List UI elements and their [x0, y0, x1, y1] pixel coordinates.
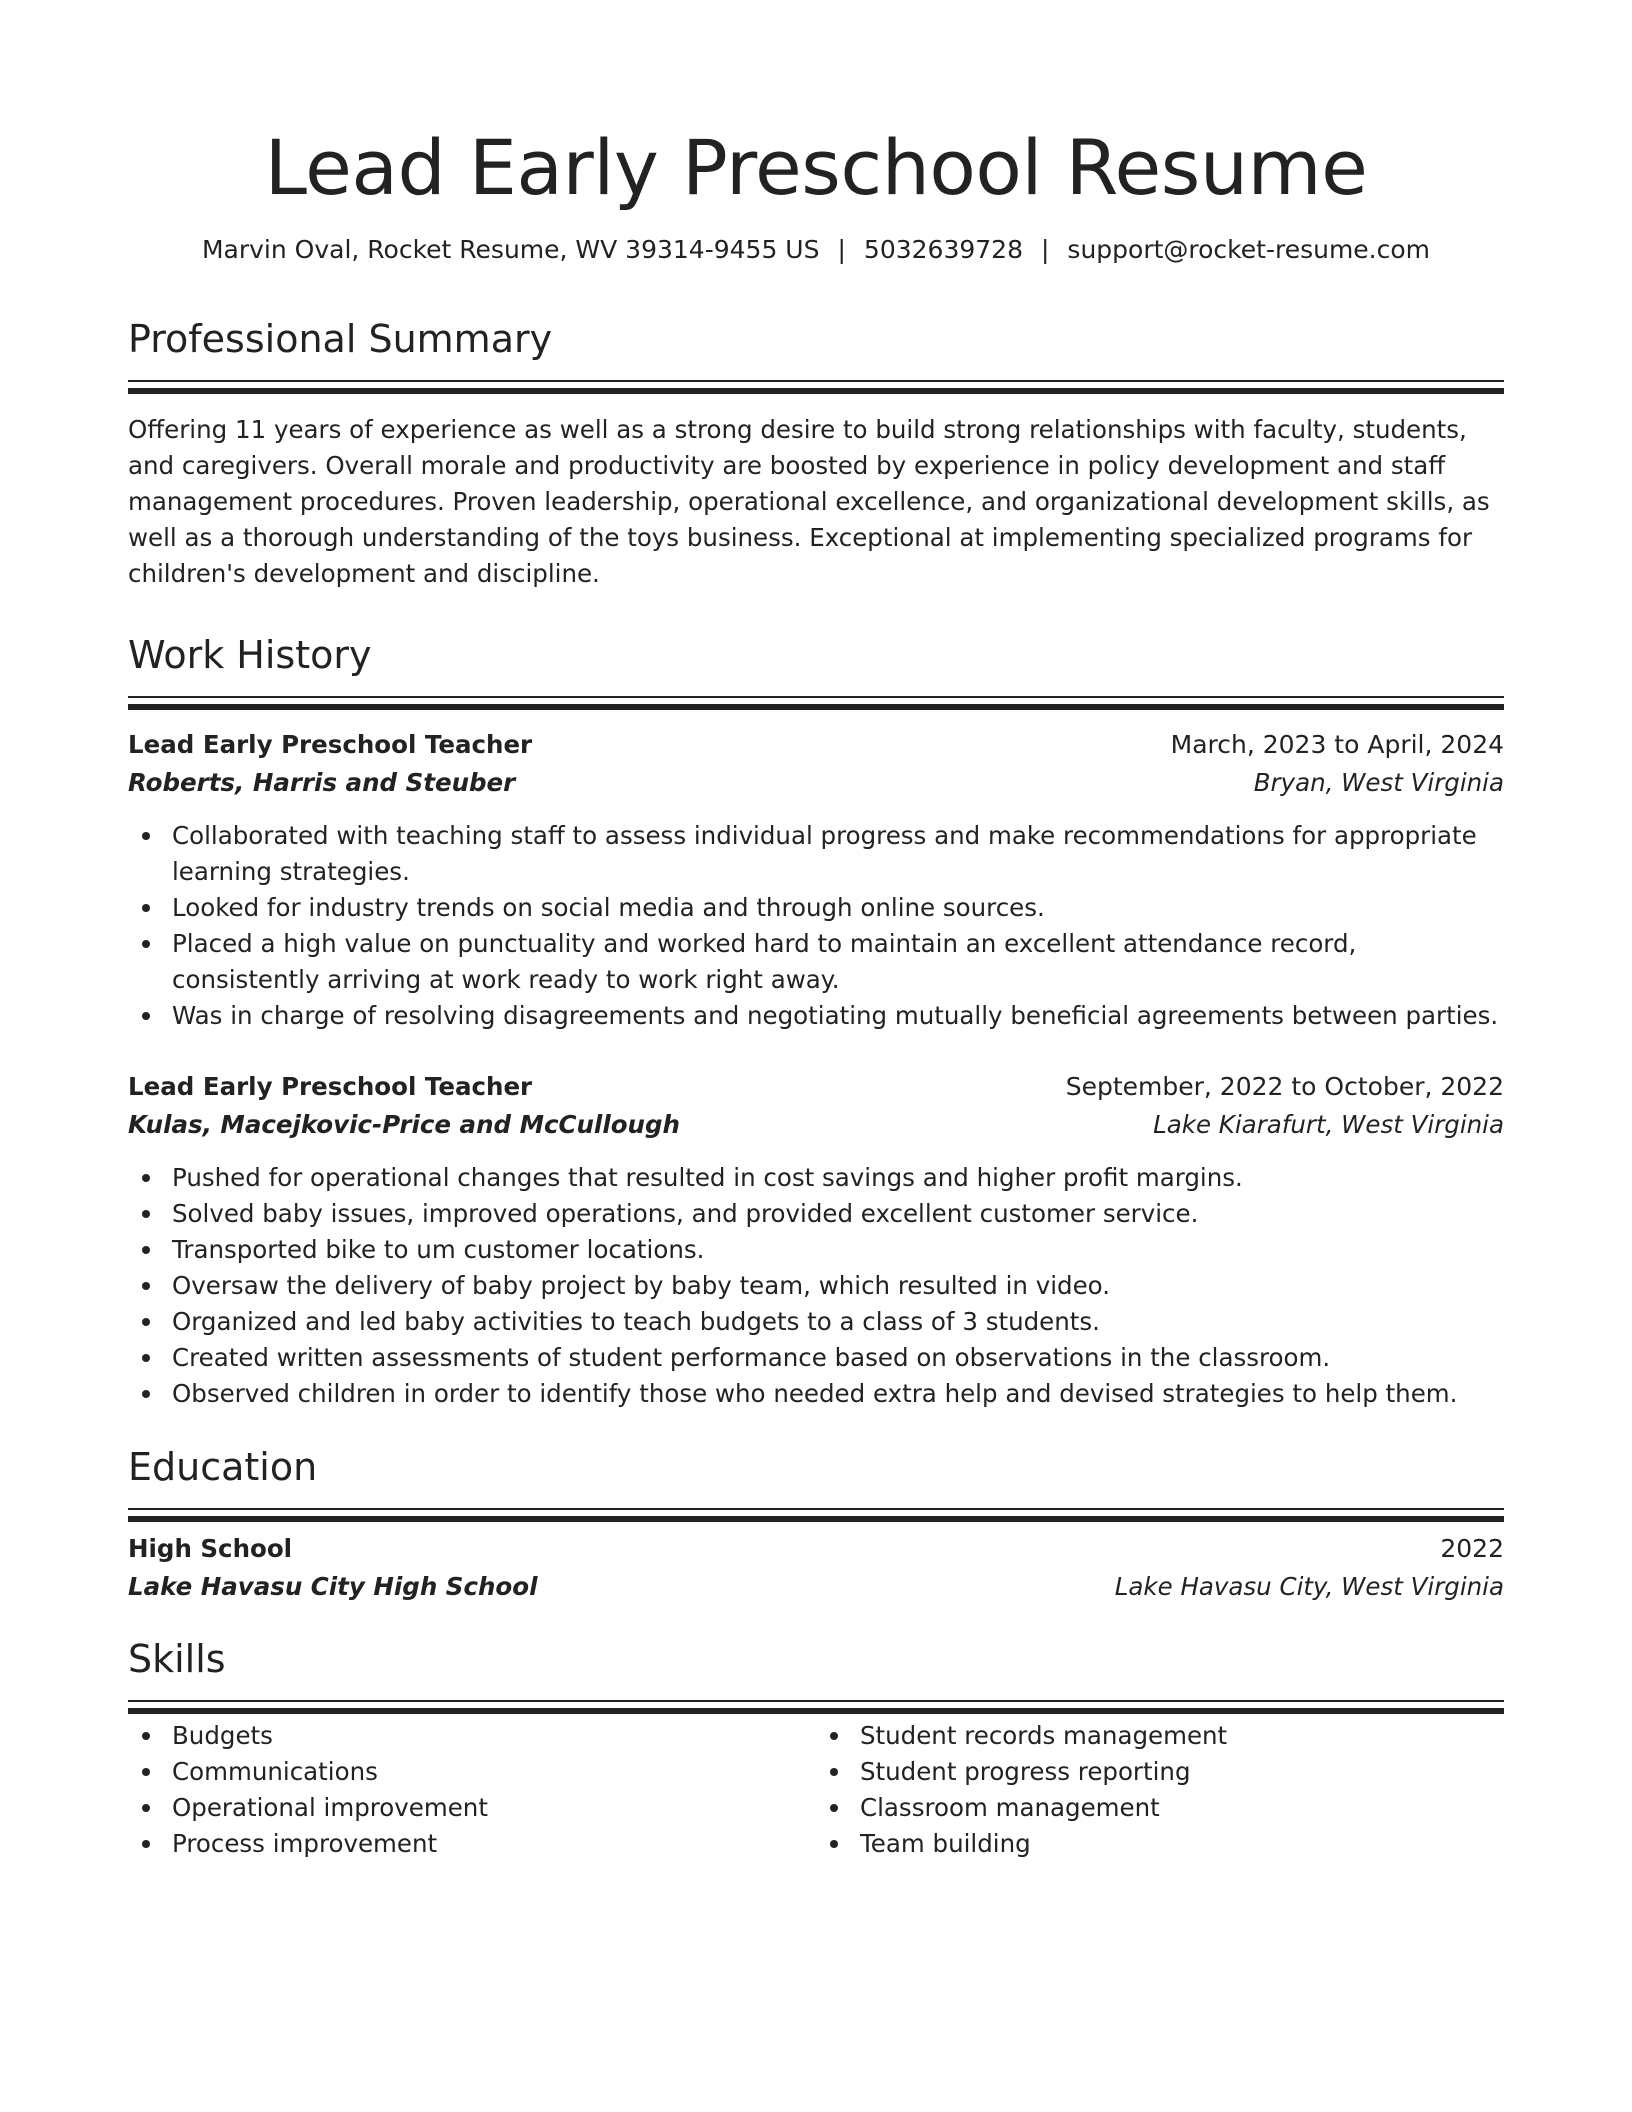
job-company: Kulas, Macejkovic-Price and McCullough [128, 1110, 680, 1139]
job-bullet: Transported bike to um customer locations. [172, 1232, 1504, 1268]
section-heading-skills: Skills [128, 1637, 226, 1681]
skill-item: Communications [172, 1754, 816, 1790]
job-bullet: Pushed for operational changes that resulted in cost savings and higher profit margins. [172, 1160, 1504, 1196]
skills-section [128, 1634, 1504, 1862]
resume-page [128, 0, 1504, 1862]
job-location: Lake Kiarafurt, West Virginia [1153, 1110, 1504, 1139]
resume-title: Lead Early Preschool Resume [264, 123, 1368, 212]
work-history-section [128, 630, 1504, 1412]
section-divider [128, 696, 1504, 698]
skills-list-right [816, 1718, 1504, 1862]
contact-separator: | [837, 235, 846, 264]
job-bullet: Solved baby issues, improved operations, and provided excellent customer service. [172, 1196, 1504, 1232]
skill-item: Process improvement [172, 1826, 816, 1862]
job-bullet: Observed children in order to identify those who needed extra help and devised strategies to help them. [172, 1376, 1504, 1412]
education-section [128, 1442, 1504, 1606]
job-dates: September, 2022 to October, 2022 [1065, 1072, 1504, 1101]
education-header-row [128, 1530, 1504, 1568]
job-title: Lead Early Preschool Teacher [128, 730, 533, 759]
contact-email: support@rocket-resume.com [1067, 235, 1431, 264]
education-year: 2022 [1440, 1534, 1504, 1563]
skill-item: Team building [860, 1826, 1504, 1862]
job-header-row [128, 726, 1504, 764]
skill-item: Classroom management [860, 1790, 1504, 1826]
job-location: Bryan, West Virginia [1253, 768, 1504, 797]
job-entry [128, 1068, 1504, 1412]
skills-list-left [128, 1718, 816, 1862]
job-header-row [128, 1068, 1504, 1106]
section-divider [128, 1508, 1504, 1510]
education-degree: High School [128, 1534, 293, 1563]
job-title: Lead Early Preschool Teacher [128, 1072, 533, 1101]
skill-item: Operational improvement [172, 1790, 816, 1826]
skills-grid [128, 1712, 1504, 1862]
job-subheader-row [128, 764, 1504, 802]
job-bullet-list [128, 1160, 1504, 1412]
job-bullet: Looked for industry trends on social media and through online sources. [172, 890, 1504, 926]
job-company: Roberts, Harris and Steuber [128, 768, 516, 797]
contact-phone: 5032639728 [863, 235, 1023, 264]
contact-address: Marvin Oval, Rocket Resume, WV 39314-9455 US [201, 235, 820, 264]
job-bullet: Collaborated with teaching staff to assess individual progress and make recommendations for appropriate learning strategies. [172, 818, 1504, 890]
skill-item: Student records management [860, 1718, 1504, 1754]
contact-line [128, 232, 1504, 268]
job-bullet: Created written assessments of student performance based on observations in the classroom. [172, 1340, 1504, 1376]
education-location: Lake Havasu City, West Virginia [1114, 1572, 1504, 1601]
job-bullet: Placed a high value on punctuality and worked hard to maintain an excellent attendance record, consistently arriving at work ready to work right away. [172, 926, 1504, 998]
section-divider [128, 380, 1504, 382]
education-subheader-row [128, 1568, 1504, 1606]
section-divider [128, 1700, 1504, 1702]
job-bullet: Oversaw the delivery of baby project by baby team, which resulted in video. [172, 1268, 1504, 1304]
summary-text: Offering 11 years of experience as well as a strong desire to build strong relationships with faculty, students, and caregivers. Overall morale and productivity are boosted by experience in policy development and staff management procedures. Proven leadership, operational excellence, and organizational development skills, as well as a thorough understanding of the toys business. Exceptional at implementing specialized programs for children's development and discipline. [128, 415, 1490, 588]
education-school: Lake Havasu City High School [128, 1572, 538, 1601]
skill-item: Budgets [172, 1718, 816, 1754]
job-bullet-list [128, 818, 1504, 1034]
summary-section [128, 314, 1504, 592]
section-heading-education: Education [128, 1445, 318, 1489]
job-subheader-row [128, 1106, 1504, 1144]
section-heading-work-history: Work History [128, 633, 372, 677]
section-heading-summary: Professional Summary [128, 317, 553, 361]
job-bullet: Was in charge of resolving disagreements and negotiating mutually beneficial agreements between parties. [172, 998, 1504, 1034]
job-bullet: Organized and led baby activities to teach budgets to a class of 3 students. [172, 1304, 1504, 1340]
job-dates: March, 2023 to April, 2024 [1170, 730, 1504, 759]
job-entry [128, 726, 1504, 1034]
contact-separator: | [1040, 235, 1050, 264]
skill-item: Student progress reporting [860, 1754, 1504, 1790]
education-entry [128, 1530, 1504, 1606]
